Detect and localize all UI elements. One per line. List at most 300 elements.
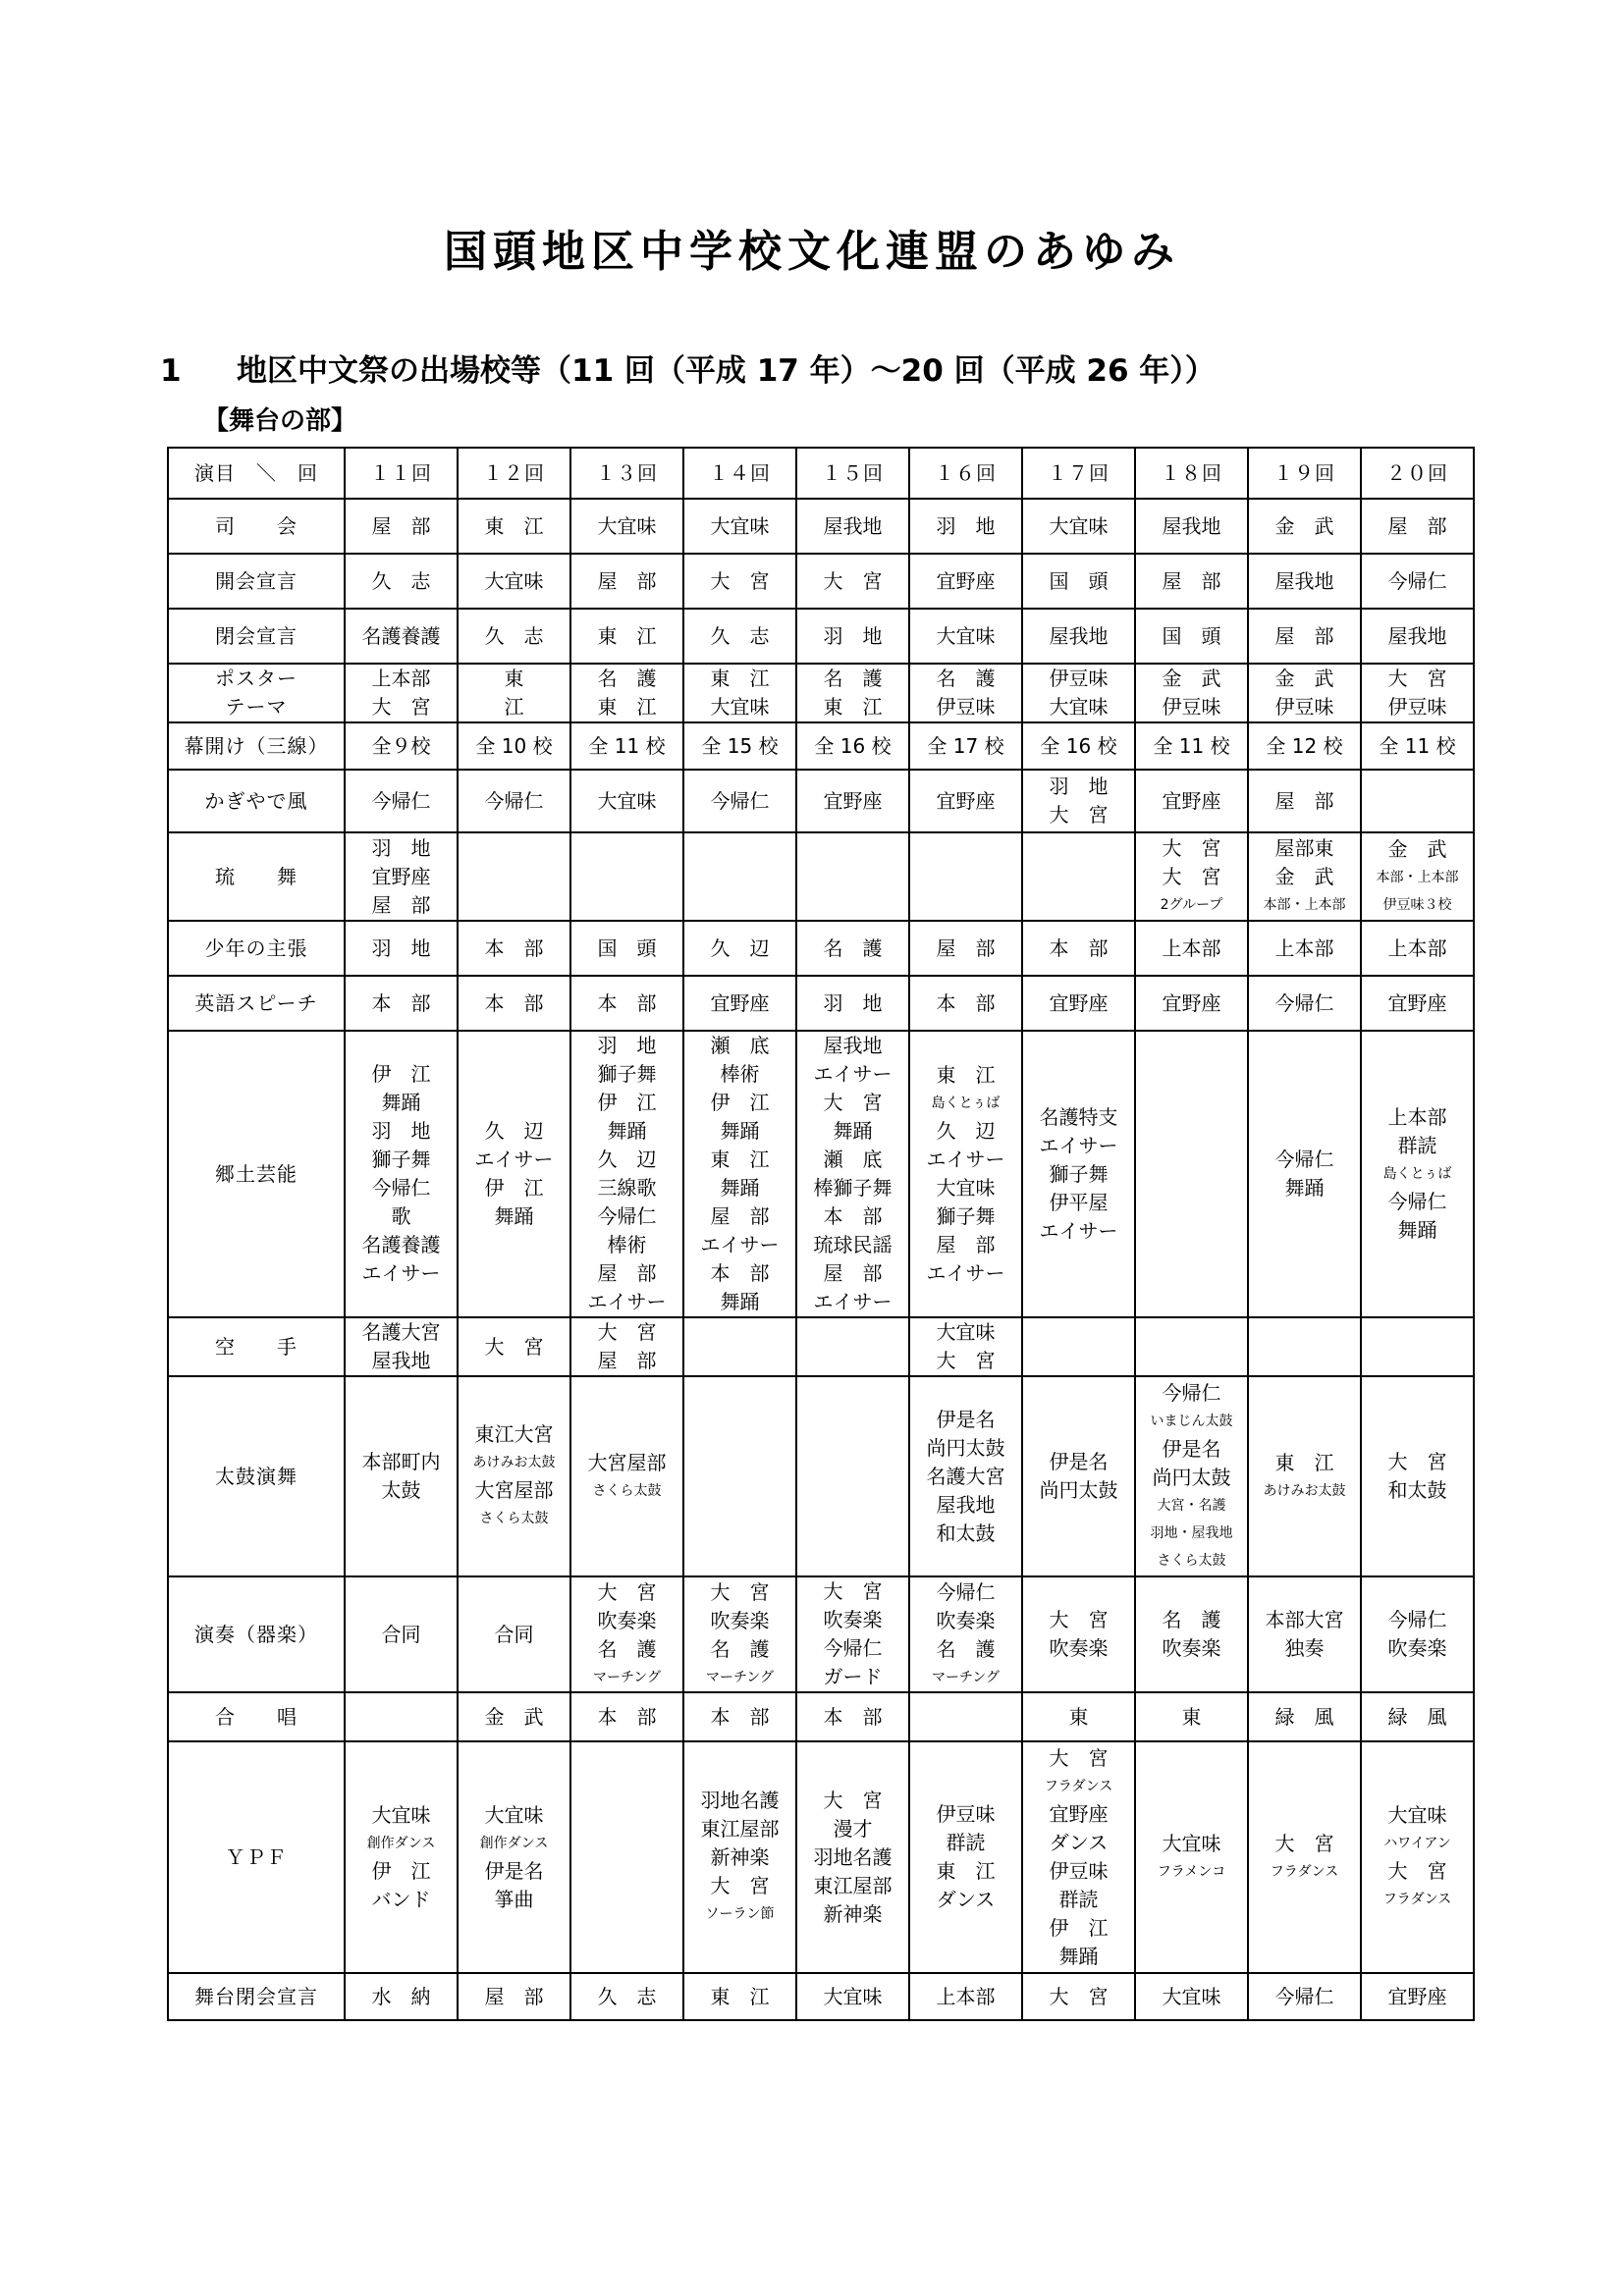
cell-line: マーチング [592,1669,662,1685]
cell-line: あけみお太鼓 [1263,1482,1346,1499]
table-cell [458,770,570,832]
table-cell [796,664,909,722]
row-label [168,499,345,554]
cell-line: 宜野座 [823,788,883,813]
table-cell [570,921,683,976]
table-row [168,1576,1474,1692]
table-row [168,1973,1474,2020]
cell-line: 本 部 [597,990,657,1015]
row-label-text: 開会宣言 [215,568,298,593]
cell-line: 全９校 [371,733,431,758]
table-cell [683,609,796,664]
cell-line: 舞踊 [1058,1944,1099,1968]
cell-line: エイサー [361,1261,441,1285]
table-cell [909,722,1022,770]
cell-line: 大 宮 [823,1579,883,1603]
cell-line: 屋我地 [371,1349,431,1372]
cell-line: 吹奏楽 [597,1608,657,1632]
cell-line: 今帰仁 [1387,1608,1447,1631]
table-cell [909,1692,1022,1741]
table-cell [1135,770,1248,832]
table-cell [796,1692,909,1741]
cell-line: 金 武 [1387,836,1447,861]
table-header-row [168,448,1474,499]
table-cell [796,1973,909,2020]
cell-line: 漫才 [833,1816,873,1841]
cell-line: 東 江 [1274,1450,1334,1474]
table-cell [1361,1973,1474,2020]
table-row [168,770,1474,832]
cell-line: 緑 風 [1387,1704,1447,1729]
cell-line: 棒獅子舞 [813,1176,893,1200]
table-cell [458,664,570,722]
table-row [168,1317,1474,1376]
row-label-text: 舞台閉会宣言 [194,1984,318,2008]
cell-line: ガード [823,1665,883,1688]
table-cell [909,609,1022,664]
table-cell [1361,499,1474,554]
cell-line: 東 江 [484,513,544,538]
table-cell [1248,1576,1361,1692]
table-cell [1248,976,1361,1031]
cell-line: 名護養護 [361,1233,441,1256]
cell-line: 宜野座 [936,788,996,813]
column-header: １８回 [1135,448,1248,499]
row-label-text: 琉 舞 [215,864,298,888]
cell-line: 尚円太鼓 [1152,1465,1231,1489]
table-cell [1022,1741,1135,1973]
section-number: 1 [160,353,182,389]
cell-line: 羽地名護 [700,1789,780,1812]
table-cell [1248,722,1361,770]
cell-line: 羽 地 [936,513,996,538]
cell-line: 大 宮 [597,1579,657,1604]
table-cell [345,832,458,921]
cell-line: 伊 江 [371,1858,431,1883]
cell-line: 大 宮 [1162,865,1221,888]
table-row [168,976,1474,1031]
table-cell [1248,1317,1361,1376]
cell-line: エイサー [813,1290,893,1313]
column-header: ２０回 [1361,448,1474,499]
row-label [168,1692,345,1741]
table-cell [1135,499,1248,554]
cell-line: 伊豆味 [1162,695,1221,719]
table-cell [458,1317,570,1376]
cell-line: 名 護 [710,1636,770,1661]
column-header: １１回 [345,448,458,499]
cell-line: 伊豆味 [1387,695,1447,719]
table-cell [458,1576,570,1692]
cell-line: 大 宮 [710,1874,770,1897]
cell-line: 舞踊 [720,1290,760,1313]
table-cell [1361,1741,1474,1973]
table-cell [1135,1317,1248,1376]
cell-line: 今帰仁 [597,1204,657,1228]
table-cell [1135,1692,1248,1741]
cell-line: 本 部 [371,990,431,1015]
cell-line: 水 納 [371,1984,431,2008]
table-cell [1135,1031,1248,1317]
cell-line: 羽 地 [1049,774,1109,798]
cell-line: 金 武 [1274,667,1334,690]
table-row [168,1741,1474,1973]
table-cell [570,976,683,1031]
cell-line: ダンス [1049,1830,1109,1854]
cell-line: 久 志 [484,623,544,648]
cell-line: 国 頭 [1049,568,1109,593]
table-cell [1248,1031,1361,1317]
table-cell [909,1973,1022,2020]
table-cell [1248,921,1361,976]
cell-line: ハワイアン [1383,1836,1451,1851]
cell-line: 上本部 [1387,1105,1447,1129]
table-cell [1135,832,1248,921]
row-label-text: 郷土芸能 [215,1161,298,1186]
cell-line: 名護特支 [1039,1104,1118,1129]
table-cell [570,499,683,554]
column-header: １６回 [909,448,1022,499]
cell-line: 今帰仁 [823,1636,883,1660]
cell-line: 久 辺 [936,1118,996,1143]
table-row [168,1376,1474,1576]
cell-line: 大 宮 [823,1788,883,1812]
table-cell [909,1317,1022,1376]
table-cell [1361,554,1474,609]
cell-line: 宜野座 [936,568,996,593]
table-cell [1361,664,1474,722]
row-label [168,554,345,609]
table-cell [909,976,1022,1031]
table-cell [1022,722,1135,770]
cell-line: 創作ダンス [366,1835,436,1851]
cell-line: 大宜味 [371,1802,431,1827]
cell-line: 本 部 [484,935,544,960]
cell-line: 太鼓 [381,1478,421,1502]
table-cell [345,664,458,722]
cell-line: 屋 部 [371,892,431,917]
cell-line: 全 12 校 [1266,733,1343,758]
cell-line: 東 江 [936,1062,996,1087]
column-header: １５回 [796,448,909,499]
cell-line: 伊豆味 [1049,667,1109,690]
cell-line: 島くとぅば [1382,1166,1452,1182]
cell-line: 吹奏楽 [936,1608,996,1632]
cell-line: 舞踊 [720,1176,760,1200]
table-cell [1361,722,1474,770]
table-cell [1022,1376,1135,1576]
table-row [168,554,1474,609]
cell-line: 大宜味 [1162,1984,1221,2008]
table-cell [1361,1317,1474,1376]
cell-line: 尚円太鼓 [926,1435,1005,1460]
cell-line: 舞踊 [381,1091,421,1114]
table-cell [683,921,796,976]
cell-line: 今帰仁 [1162,1380,1221,1405]
table-cell [1361,1692,1474,1741]
table-cell [458,1973,570,2020]
cell-line: 本 部 [936,990,996,1015]
cell-line: 大宜味 [1049,695,1109,719]
table-cell [570,722,683,770]
cell-line: 今帰仁 [1387,568,1447,593]
cell-line: 伊 江 [1049,1915,1109,1940]
table-cell [1022,1317,1135,1376]
table-cell [1248,1692,1361,1741]
table-cell [683,1576,796,1692]
table-cell [458,1031,570,1317]
row-label [168,1031,345,1317]
table-cell [909,921,1022,976]
row-label [168,1317,345,1376]
table-row [168,499,1474,554]
cell-line: 上本部 [936,1984,996,2008]
table-cell [458,832,570,921]
table-cell [1135,1576,1248,1692]
cell-line: 大宜味 [597,513,657,538]
table-body [168,499,1474,2020]
cell-line: 宜野座 [1049,990,1109,1015]
cell-line: 屋我地 [1162,513,1221,538]
cell-line: 吹奏楽 [1387,1636,1447,1660]
table-cell [345,609,458,664]
row-label-text: 司 会 [215,513,298,538]
table-cell [1361,1031,1474,1317]
table-cell [458,1741,570,1973]
table-cell [909,1741,1022,1973]
cell-line: 東 江 [710,667,770,690]
cell-line: 東江屋部 [700,1817,780,1841]
table-cell [683,554,796,609]
cell-line: 屋我地 [1274,568,1334,593]
cell-line: 大宮屋部 [474,1478,554,1502]
table-cell [345,554,458,609]
cell-line: 名護大宮 [361,1320,441,1344]
table-row [168,832,1474,921]
cell-line: 今帰仁 [1387,1190,1447,1213]
table-cell [796,609,909,664]
table-cell [1022,921,1135,976]
table-cell [570,1973,683,2020]
cell-line: 歌 [391,1204,411,1228]
cell-line: 東 江 [597,695,657,719]
cell-line: 大 宮 [1049,1608,1109,1631]
cell-line: 伊 江 [710,1091,770,1114]
cell-line: マーチング [931,1669,1001,1685]
cell-line: 屋 部 [1274,623,1334,648]
cell-line: 大 宮 [1162,836,1221,860]
row-label-text: 幕開け（三線） [184,733,329,758]
cell-line: ソーラン節 [705,1906,775,1922]
cell-line: フラメンコ [1157,1863,1226,1880]
cell-line: 伊是名 [1162,1436,1221,1461]
cell-line: エイサー [587,1290,667,1313]
cell-line: 本 部 [710,1261,770,1285]
cell-line: 大宜味 [597,788,657,813]
cell-line: 全 17 校 [927,733,1004,758]
table-cell [458,1692,570,1741]
cell-line: 2グループ [1160,897,1223,913]
cell-line: 久 辺 [710,935,770,960]
table-cell [1022,832,1135,921]
cell-line: 屋我地 [1049,623,1109,648]
table-cell [345,499,458,554]
cell-line: 合同 [494,1622,534,1646]
cell-line: 宜野座 [1387,990,1447,1015]
row-label-text: かぎやで風 [204,788,308,813]
cell-line: 三線歌 [597,1176,657,1200]
table-cell [345,1376,458,1576]
cell-line: 伊是名 [936,1407,996,1431]
cell-line: 全 16 校 [814,733,892,758]
table-cell [1022,1973,1135,2020]
table-cell [683,976,796,1031]
cell-line: エイサー [1039,1133,1118,1157]
table-cell [345,722,458,770]
cell-line: 上本部 [1162,935,1221,960]
table-cell [570,1031,683,1317]
cell-line: 屋 部 [1274,788,1334,813]
cell-line: 大 宮 [1049,1984,1109,2008]
table-cell [683,722,796,770]
cell-line: 新神楽 [823,1901,883,1926]
cell-line: 屋 部 [1162,568,1221,593]
cell-line: 金 武 [1162,667,1221,690]
table-cell [909,1576,1022,1692]
table-cell [570,1376,683,1576]
cell-line: 屋 部 [823,1261,883,1285]
column-header: １９回 [1248,448,1361,499]
table-cell [1361,832,1474,921]
cell-line: 吹奏楽 [710,1608,770,1632]
cell-line: 屋 部 [371,513,431,538]
table-cell [1361,770,1474,832]
cell-line: 和太鼓 [936,1521,996,1545]
table-cell [458,499,570,554]
cell-line: 舞踊 [494,1204,534,1228]
row-label [168,976,345,1031]
cell-line: 舞踊 [720,1119,760,1143]
cell-line: 大 宮 [710,1579,770,1604]
cell-line: 伊豆味 [1049,1858,1109,1883]
cell-line: 全 11 校 [1379,733,1456,758]
table-cell [1248,554,1361,609]
table-cell [458,976,570,1031]
column-header: １４回 [683,448,796,499]
row-label-text: 閉会宣言 [215,623,298,648]
cell-line: 緑 風 [1274,1704,1334,1729]
cell-line: 伊 江 [597,1091,657,1114]
row-label [168,1973,345,2020]
cell-line: 群読 [1397,1134,1437,1157]
cell-line: 大 宮 [936,1349,996,1372]
cell-line: 大 宮 [1387,667,1447,690]
cell-line: 大 宮 [1387,1450,1447,1473]
cell-line: あけみお太鼓 [472,1455,556,1470]
cell-line: 屋 部 [936,935,996,960]
column-header: １２回 [458,448,570,499]
cell-line: 名 護 [1162,1608,1221,1631]
cell-line: 久 志 [597,1984,657,2008]
cell-line: 群読 [946,1831,986,1854]
table-cell [1361,976,1474,1031]
cell-line: 大 宮 [484,1334,544,1359]
table-row [168,609,1474,664]
row-label-text: 合 唱 [215,1704,298,1729]
cell-line: 全 15 校 [701,733,779,758]
cell-line: 獅子舞 [1049,1161,1109,1186]
cell-line: さくら太鼓 [1157,1552,1226,1569]
cell-line: 屋 部 [710,1204,770,1228]
cell-line: 大 宮 [371,695,431,719]
cell-line: 今帰仁 [936,1579,996,1604]
cell-line: 伊豆味３校 [1382,896,1452,913]
table-cell [909,499,1022,554]
cell-line: 名護養護 [361,623,441,648]
cell-line: 棒術 [607,1233,647,1256]
cell-line: 大宜味 [484,568,544,593]
table-cell [1135,1973,1248,2020]
table-cell [1022,1031,1135,1317]
cell-line: 大 宮 [823,568,883,593]
table-cell [345,1741,458,1973]
cell-line: 久 辺 [597,1148,657,1171]
cell-line: 大 宮 [1274,1831,1334,1855]
cell-line: 獅子舞 [597,1062,657,1086]
cell-line: 屋 部 [597,1261,657,1285]
cell-line: 伊豆味 [1274,695,1334,719]
table-cell [1022,554,1135,609]
section-title: 地区中文祭の出場校等（11 回（平成 17 年）～20 回（平成 26 年）） [237,353,1216,389]
cell-line: 舞踊 [1284,1176,1325,1200]
table-cell [1135,1741,1248,1973]
table-cell [909,770,1022,832]
cell-line: 金 武 [1274,513,1334,538]
row-label-text: 少年の主張 [204,935,308,960]
cell-line: 屋我地 [1387,623,1447,648]
cell-line: 東 江 [710,1148,770,1171]
row-label [168,609,345,664]
cell-line: 名 護 [597,1636,657,1661]
table-cell [1135,722,1248,770]
table-cell [1248,1376,1361,1576]
table-cell [796,1376,909,1576]
cell-line: 宜野座 [710,990,770,1015]
table-cell [1248,609,1361,664]
cell-line: 本 部 [823,1204,883,1228]
cell-line: 国 頭 [1162,623,1221,648]
cell-line: 獅子舞 [371,1148,431,1171]
cell-line: 羽地名護 [813,1844,893,1869]
cell-line: 瀬 底 [710,1034,770,1057]
cell-line: 群読 [1058,1887,1099,1911]
cell-line: 名 護 [936,1636,996,1661]
cell-line: 羽 地 [823,990,883,1015]
table-cell [909,832,1022,921]
table-cell [796,921,909,976]
cell-line: 今帰仁 [1274,1148,1334,1171]
table-cell [1022,609,1135,664]
cell-line: 和太鼓 [1387,1478,1447,1502]
cell-line: 伊平屋 [1049,1190,1109,1214]
row-label [168,832,345,921]
table-cell [1135,1376,1248,1576]
cell-line: エイサー [474,1148,554,1171]
cell-line: 琉球民謡 [813,1233,893,1256]
row-label-text: 空 手 [215,1334,298,1359]
table-cell [683,1741,796,1973]
cell-line: 本 部 [484,990,544,1015]
